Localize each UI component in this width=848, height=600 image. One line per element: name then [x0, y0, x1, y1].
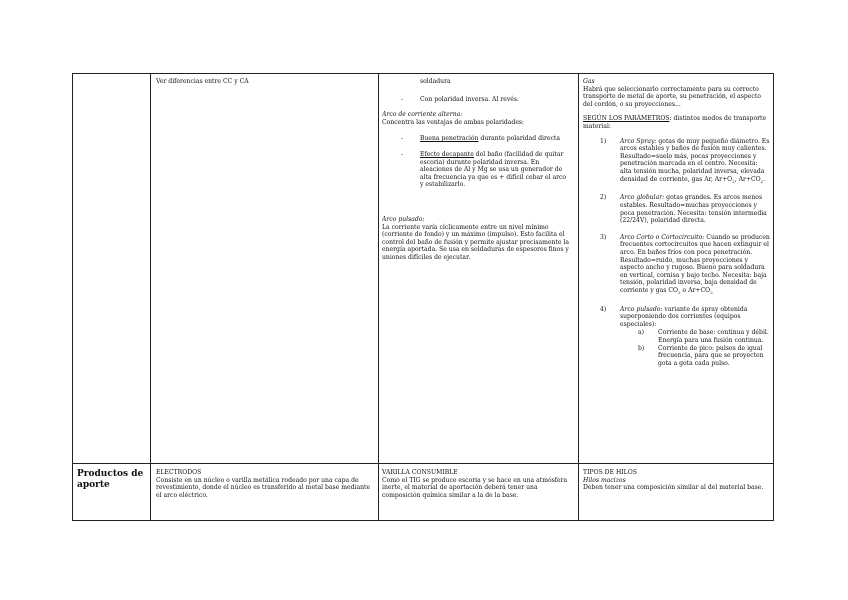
hilos-title: TIPOS DE HILOS: [583, 469, 637, 476]
electrodos-title: ELECTRODOS: [156, 469, 202, 476]
electrodos-text: Consiste en un núcleo o varilla metálica rodeado por una capa de revestimiento, donde el núcleo es transferido al metal base mediante el arco eléctrico.: [156, 476, 371, 499]
varilla-title: VARILLA CONSUMIBLE: [382, 469, 458, 476]
dash-bullet: -: [401, 150, 404, 158]
list-item: - Buena penetración durante polaridad directa: [401, 135, 560, 143]
row1-col4-cell: [583, 78, 770, 460]
column-divider-1: [150, 73, 151, 521]
inverse-polarity-list: [401, 95, 574, 104]
gas-title: Gas: [583, 78, 595, 85]
list-item: 4) Arco pulsado: variante de spray obtenida superponiendo dos corrientes (equipos especiales):: [600, 305, 748, 328]
soldadura-line: soldadura: [420, 78, 451, 85]
list-item: 2) Arco globular: gotas grandes. Es arcos menos estables. Resultado=muchas proyecciones y poca penetración. Necesita: tensión intermedia (22/24V), polaridad directa.: [600, 194, 767, 225]
ac-intro: Concentra las ventajas de ambas polaridades:: [382, 118, 525, 126]
table-top-border: [72, 73, 774, 74]
dash-bullet: -: [401, 95, 404, 103]
list-item: 1) Arco Spray: gotas de muy pequeño diámetro. Es arcos estables y baños de fusión muy calientes. Resultado=suelo más, pocas proyecciones y penetración marcada en el centro. Necesita: alta tensión mucha, polaridad inversa, elevada densidad de corriente, gas Ar, $Ar+O_2$, $Ar+CO_2$.: [600, 137, 770, 184]
row-divider: [72, 463, 774, 464]
list-item: a) Corriente de base: continua y débil. Energía para una fusión continua.: [638, 329, 769, 345]
row2-col2-cell: [156, 469, 374, 499]
table-bottom-border: [72, 520, 774, 521]
params-text: SEGÚN LOS PARÁMETROS: distintos modos de transporte material:: [583, 115, 767, 130]
gas-text: Habrá que seleccionarlo correctamente para su correcto transporte de metal de aporte, su penetración, el aspecto del cordón, o su proyecciones...: [583, 85, 761, 108]
content-table: [72, 73, 774, 521]
row1-col3-cell: [382, 78, 574, 460]
dash-bullet: -: [401, 135, 404, 143]
row2-heading: Productos de aporte: [77, 469, 144, 490]
transport-list: [600, 137, 770, 329]
varilla-text: Como el TIG se produce escoria y se hace en una atmósfera inerte, el material de aportación deberá tener una composición química similar a la de la base.: [382, 476, 568, 499]
column-divider-2: [378, 73, 379, 521]
list-item: - Con polaridad inversa. Al revés.: [401, 95, 519, 103]
row2-col3-cell: [382, 469, 574, 499]
table-right-border: [773, 73, 774, 521]
table-left-border: [72, 73, 73, 521]
list-item: b) Corriente de pico: pulsos de igual frecuencia, para que se proyecten gota a gota cada pulso.: [638, 344, 764, 367]
list-item: 3) Arco Corto o Cortocircuito: Cuando se producen frecuentes cortocircuitos que hacen extinguir el arco. En baños fríos con poca penetración. Resultado=ruido, muchas proyecciones y aspecto ancho y rugoso. Bueno para soldadura en vertical, cornisa y bajo techo. Necesita: baja tensión, polaridad inversa, baja densidad de corriente y gas $CO_2$ o $Ar+CO_2$: [600, 233, 770, 296]
row1-col2-cell: [156, 78, 374, 86]
hilos-text: Deben tener una composición similar al del material base.: [583, 484, 764, 492]
column-divider-3: [578, 73, 579, 521]
list-item: - Efecto decapante del baño (facilidad de quitar escoria) durante polaridad inversa. En aleaciones de Al y Mg se usa un generador de alta frecuencia ya que es + difícil cebar el arco y estabilizarlo.: [401, 150, 567, 189]
ac-list: [401, 135, 570, 189]
pulsed-text: La corriente varía cíclicamente entre un nivel mínimo (corriente de fondo) y un máximo (impulso). Esto facilita el control del baño de fusión y permite ajustar precisamente la energía aportada. Se usa en soldaduras de espesores finos y uniones difíciles de ejecutar.: [382, 223, 570, 261]
hilos-subtitle: Hilos macizos: [583, 476, 626, 484]
pulsed-title: Arco pulsado:: [382, 215, 425, 223]
row2-col4-cell: [583, 469, 770, 492]
ac-title: Arco de corriente alterna:: [382, 111, 463, 119]
pulse-sub-list: [638, 329, 770, 367]
row1-col2-text: Ver diferencias entre CC y CA: [156, 78, 249, 85]
